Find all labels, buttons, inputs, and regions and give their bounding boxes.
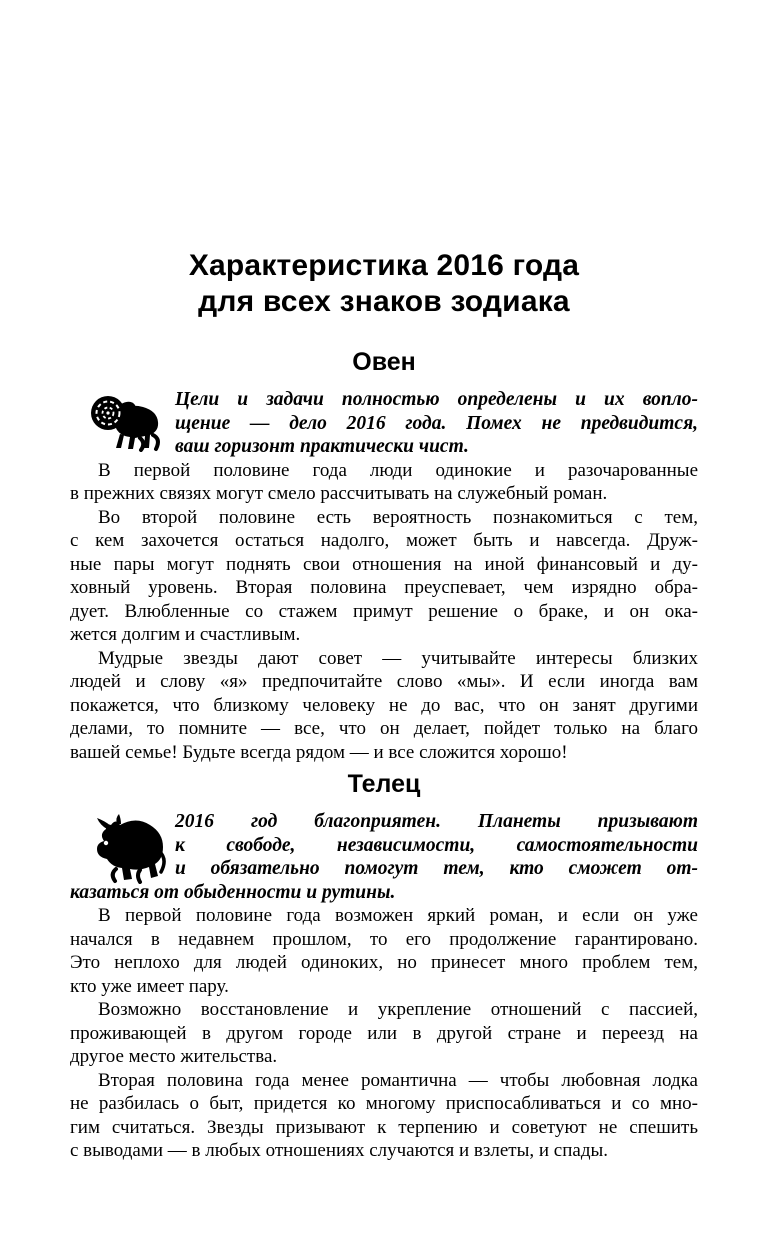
page-title-line-1: Характеристика 2016 года xyxy=(188,249,580,282)
text-line: Мудрые звезды дают совет — учитывайте интересы близких xyxy=(98,647,698,669)
text-line: начался в недавнем прошлом, то его продолжение гарантировано. xyxy=(70,928,698,950)
text-line: гим считаться. Звезды призывают к терпению и советуют не спешить xyxy=(70,1116,698,1138)
paragraph xyxy=(70,1069,698,1163)
text-line: делами, то помните — все, что он делает, пойдет только на благо xyxy=(70,718,698,739)
text-line: с кем захочется остаться надолго, может быть и навсегда. Друж- xyxy=(70,530,698,551)
text-line: ные пары могут поднять свои отношения на иной финансовый и ду- xyxy=(70,553,698,575)
text-line: не разбилась о быт, придется ко многому приспосабливаться и со мно- xyxy=(70,1093,698,1114)
text-line: с выводами — в любых отношениях случаются и взлеты, и спады. xyxy=(70,1140,609,1161)
paragraph xyxy=(70,506,698,647)
aries-lead-paragraph xyxy=(70,388,698,459)
sign-heading-aries: Овен xyxy=(352,348,416,376)
ram-icon xyxy=(86,392,168,452)
text-line: к свободе, независимости, самостоятельности xyxy=(175,834,698,856)
sign-heading-taurus: Телец xyxy=(347,770,421,798)
text-line: другое место жительства. xyxy=(70,1046,278,1067)
text-line: жется долгим и счастливым. xyxy=(70,624,301,645)
paragraph xyxy=(70,647,698,765)
bull-icon xyxy=(90,814,170,884)
text-line: Возможно восстановление и укрепление отношений с пассией, xyxy=(98,999,698,1020)
paragraph xyxy=(70,459,698,506)
paragraph xyxy=(70,998,698,1069)
text-line: вашей семье! Будьте всегда рядом — и все сложится хорошо! xyxy=(70,741,568,763)
page-title-line-2: для всех знаков зодиака xyxy=(198,285,570,318)
text-line: людей и слову «я» предпочитайте слово «мы». И если иногда вам xyxy=(70,671,698,692)
taurus-lead-paragraph xyxy=(70,810,698,904)
text-line: кто уже имеет пару. xyxy=(70,975,229,997)
text-line: ваш горизонт практически чист. xyxy=(175,436,469,457)
section-taurus xyxy=(70,770,698,1163)
text-line: В первой половине года возможен яркий роман, и если он уже xyxy=(98,905,698,926)
text-line: в прежних связях могут смело рассчитывать на служебный роман. xyxy=(70,483,608,504)
page-title xyxy=(70,248,698,320)
paragraph xyxy=(70,904,698,998)
section-aries xyxy=(70,348,698,764)
text-line: В первой половине года люди одинокие и разочарованные xyxy=(98,459,698,481)
text-line: и обязательно помогут тем, кто сможет от- xyxy=(175,858,698,879)
text-line: ховный уровень. Вторая половина преуспевает, чем изрядно обра- xyxy=(70,577,698,598)
text-line: Вторая половина года менее романтична — чтобы любовная лодка xyxy=(98,1069,698,1091)
text-line: Во второй половине есть вероятность познакомиться с тем, xyxy=(98,506,698,528)
text-line: проживающей в другом городе или в другой стране и переезд на xyxy=(70,1022,698,1044)
text-line: Цели и задачи полностью определены и их вопло- xyxy=(175,389,698,410)
text-line: 2016 год благоприятен. Планеты призывают xyxy=(175,811,698,832)
text-line: дует. Влюбленные со стажем примут решение о браке, и он ока- xyxy=(70,600,698,622)
text-line: казаться от обыденности и рутины. xyxy=(70,881,396,903)
text-line: Это неплохо для людей одиноких, но принесет много проблем тем, xyxy=(70,952,698,973)
text-line: щение — дело 2016 года. Помех не предвидится, xyxy=(175,412,698,434)
text-line: покажется, что близкому человеку не до вас, что он занят другими xyxy=(70,694,698,716)
